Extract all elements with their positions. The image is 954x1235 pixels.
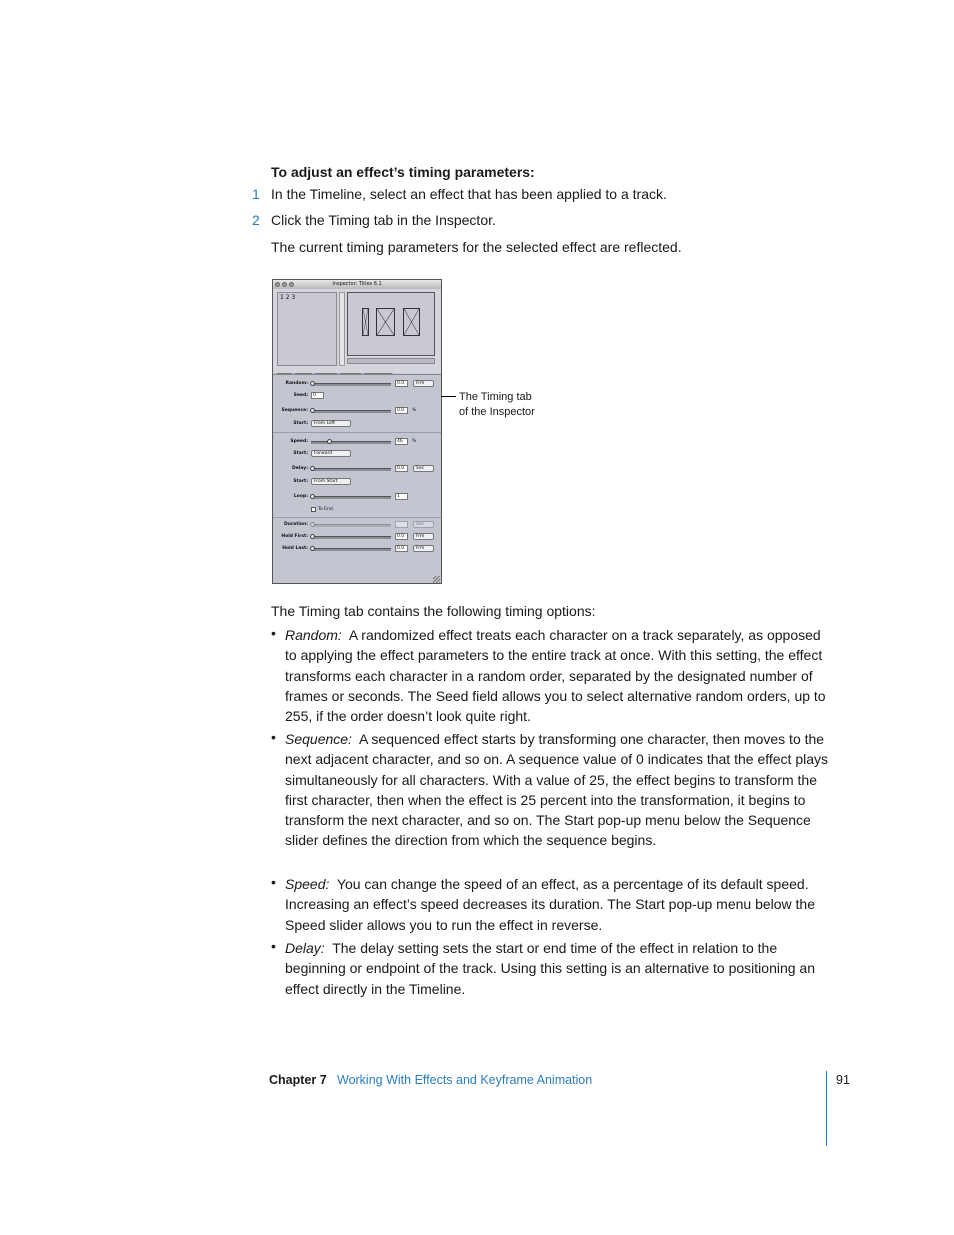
delay-unit-popup[interactable]: Sec [413, 465, 434, 472]
to-end-label: To End [318, 507, 333, 512]
inspector-window [272, 279, 442, 584]
seed-row [273, 392, 441, 400]
delay-value-field[interactable]: 0.0 [395, 465, 408, 472]
random-unit-popup[interactable]: Frm [413, 380, 434, 387]
speed-unit: % [412, 439, 417, 444]
sequence-label: Sequence: [281, 408, 308, 413]
resize-grip-icon[interactable] [433, 576, 440, 583]
step-number: 2 [252, 212, 260, 228]
timing-panel [273, 374, 441, 584]
text-entry-field[interactable]: 1 2 3 [277, 292, 337, 366]
intro-paragraph: The Timing tab contains the following timing options: [271, 603, 596, 619]
placeholder-icon [403, 308, 420, 336]
seed-field[interactable]: 0 [311, 392, 324, 399]
sequence-unit: % [412, 408, 417, 413]
delay-start-popup[interactable]: From Start [311, 478, 351, 485]
hold-last-value-field[interactable]: 0.0 [395, 545, 408, 552]
loop-label: Loop: [293, 494, 308, 499]
bullet-icon: • [271, 938, 276, 954]
divider [273, 432, 441, 433]
bullet-icon: • [271, 874, 276, 890]
placeholder-icon [376, 308, 395, 336]
random-slider[interactable] [311, 383, 391, 386]
bullet-term: Delay: [285, 940, 325, 956]
speed-row [273, 438, 441, 446]
divider [273, 517, 441, 518]
bullet-term: Random: [285, 627, 342, 643]
bullet-item [285, 729, 830, 851]
sequence-slider[interactable] [311, 410, 391, 413]
speed-start-label: Start: [293, 451, 308, 456]
hold-first-slider[interactable] [311, 536, 391, 539]
random-row [273, 380, 441, 388]
bullet-icon: • [271, 625, 276, 641]
sequence-start-label: Start: [293, 421, 308, 426]
to-end-row [273, 506, 441, 514]
sequence-start-popup[interactable]: From Left [311, 420, 351, 427]
seed-label: Seed: [293, 393, 308, 398]
slider-knob[interactable] [310, 534, 315, 539]
bullet-term: Speed: [285, 876, 330, 892]
loop-slider[interactable] [311, 496, 391, 499]
hold-last-row [273, 545, 441, 553]
hold-last-slider[interactable] [311, 548, 391, 551]
figure-callout [459, 390, 535, 420]
callout-line [441, 396, 456, 397]
speed-start-row [273, 450, 441, 458]
bullet-item [285, 625, 830, 726]
slider-knob[interactable] [327, 439, 332, 444]
bullet-body: The delay setting sets the start or end time of the effect in relation to the beginning or endpoint of the track. Using this setting is an alternative to positioning an effect directly in the Timeline. [285, 940, 815, 997]
speed-value-field[interactable]: 46. [395, 438, 408, 445]
to-end-checkbox[interactable] [311, 507, 316, 512]
effect-preview [347, 292, 435, 356]
hold-last-label: Hold Last: [282, 546, 308, 551]
hold-first-label: Hold First: [281, 534, 308, 539]
loop-value-field[interactable]: 1 [395, 493, 408, 500]
footer-chapter: Chapter 7 [269, 1073, 327, 1087]
duration-label: Duration: [284, 522, 308, 527]
minimize-button-icon[interactable] [282, 282, 287, 287]
slider-knob[interactable] [310, 381, 315, 386]
footer-divider [826, 1071, 827, 1146]
delay-slider[interactable] [311, 468, 391, 471]
bullet-item [285, 874, 830, 935]
slider-knob[interactable] [310, 522, 315, 527]
hold-last-unit-popup[interactable]: Frm [413, 545, 434, 552]
speed-start-popup[interactable]: Forward [311, 450, 351, 457]
bullet-item [285, 938, 830, 999]
placeholder-icon [362, 308, 369, 336]
procedure-heading: To adjust an effect’s timing parameters: [271, 164, 535, 180]
sequence-row [273, 407, 441, 415]
callout-line-2: of the Inspector [459, 406, 535, 418]
bullet-body: A randomized effect treats each character on a track separately, as opposed to applying the effect parameters to the entire track at once. With this setting, the effect transforms each character in a random order, separated by the designated number of frames or seconds. The Seed field allows you to select alternative random orders, up to 255, if the order doesn’t look quite right. [285, 627, 826, 725]
hold-first-row [273, 533, 441, 541]
bullet-body: A sequenced effect starts by transforming one character, then moves to the next adjacent character, and so on. A sequence value of 0 indicates that the effect plays simultaneously for all characters. With a value of 25, the effect begins to transform the first character, then when the effect is 25 percent into the transformation, it begins to transform the next character, and so on. The Start pop-up menu below the Sequence slider defines the direction from which the sequence begins. [285, 731, 828, 849]
slider-knob[interactable] [310, 408, 315, 413]
duration-slider[interactable] [311, 524, 391, 527]
duration-unit-popup[interactable]: Sec [413, 521, 434, 528]
text-scrollbar[interactable] [339, 292, 345, 366]
callout-line-1: The Timing tab [459, 391, 532, 403]
step-number: 1 [252, 186, 260, 202]
speed-label: Speed: [290, 439, 308, 444]
inspector-title: Inspector: Titles 6.1 [332, 281, 382, 287]
sequence-value-field[interactable]: 0.0 [395, 407, 408, 414]
preview-scrubber[interactable] [347, 358, 435, 364]
slider-knob[interactable] [310, 494, 315, 499]
bullet-body: You can change the speed of an effect, as a percentage of its default speed. Increasing an effect’s speed decreases its duration. The Start pop-up menu below the Speed slider allows you to run the effect in reverse. [285, 876, 815, 933]
loop-row [273, 493, 441, 501]
inspector-preview-area [273, 289, 441, 373]
slider-knob[interactable] [310, 546, 315, 551]
step-text: Click the Timing tab in the Inspector. [271, 212, 496, 228]
delay-label: Delay: [292, 466, 308, 471]
slider-knob[interactable] [310, 466, 315, 471]
sequence-start-row [273, 420, 441, 428]
hold-first-unit-popup[interactable]: Frm [413, 533, 434, 540]
close-button-icon[interactable] [275, 282, 280, 287]
bullet-icon: • [271, 729, 276, 745]
delay-row [273, 465, 441, 473]
random-value-field[interactable]: 0.0 [395, 380, 408, 387]
bullet-term: Sequence: [285, 731, 352, 747]
duration-row [273, 521, 441, 529]
footer-chapter-title[interactable]: Working With Effects and Keyframe Animation [337, 1073, 593, 1087]
random-label: Random: [285, 381, 308, 386]
delay-start-row [273, 478, 441, 486]
speed-slider[interactable] [311, 441, 391, 444]
duration-value-field[interactable] [395, 521, 408, 528]
result-paragraph: The current timing parameters for the selected effect are reflected. [271, 239, 682, 255]
delay-start-label: Start: [293, 479, 308, 484]
zoom-button-icon[interactable] [289, 282, 294, 287]
step-text: In the Timeline, select an effect that has been applied to a track. [271, 186, 667, 202]
page-number: 91 [836, 1073, 850, 1087]
hold-first-value-field[interactable]: 0.0 [395, 533, 408, 540]
